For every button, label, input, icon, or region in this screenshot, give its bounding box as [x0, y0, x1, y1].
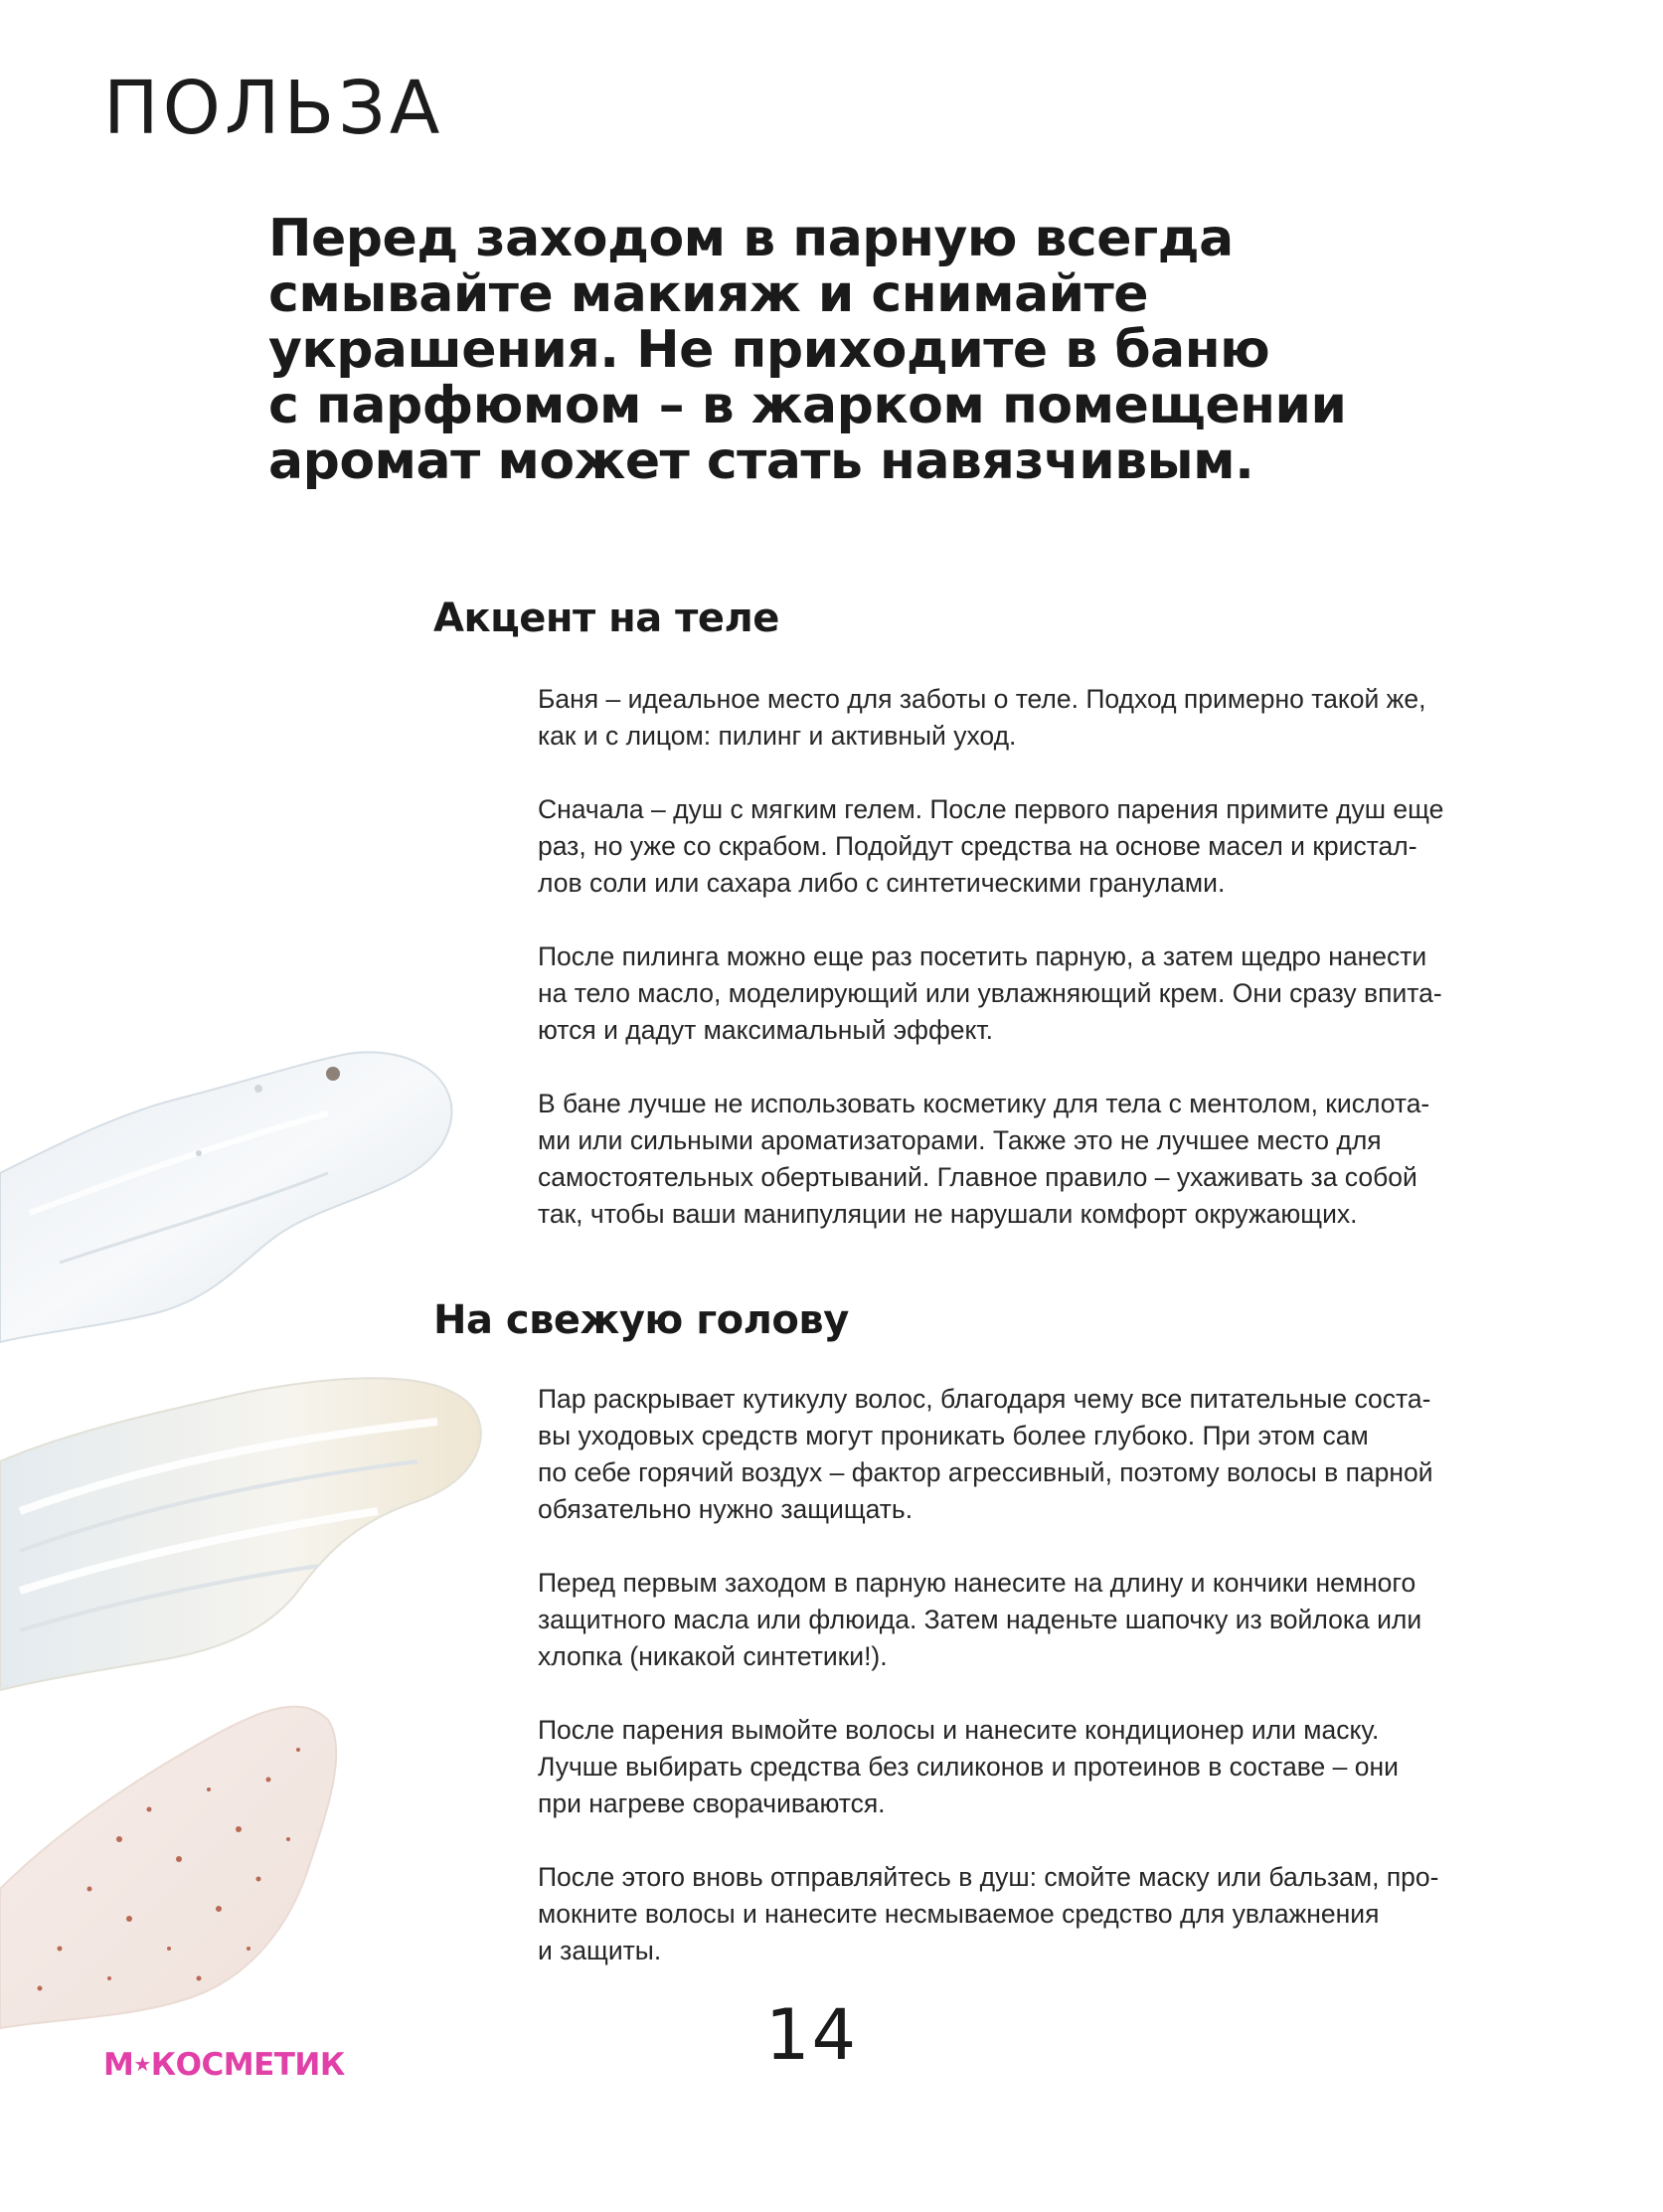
text-line: ются и дадут максимальный эффект.: [538, 1015, 993, 1045]
text-line: раз, но уже со скрабом. Подойдут средства на основе масел и кристал-: [538, 831, 1417, 861]
paragraph: [538, 1381, 1631, 1528]
paragraph: [538, 681, 1631, 755]
paragraph: [538, 1086, 1631, 1233]
lead-line: украшения. Не приходите в баню: [268, 320, 1270, 380]
paragraph: [538, 1565, 1631, 1675]
text-line: После этого вновь отправляйтесь в душ: смойте маску или бальзам, про-: [538, 1862, 1439, 1892]
section-body: [538, 1381, 1631, 1969]
brand-logo: [103, 2048, 392, 2078]
lead-line: Перед заходом в парную всегда: [268, 209, 1234, 268]
text-line: по себе горячий воздух – фактор агрессивный, поэтому волосы в парной: [538, 1457, 1433, 1487]
svg-text:М★КОСМЕТИК: М★КОСМЕТИК: [103, 2048, 345, 2078]
text-line: и защиты.: [538, 1936, 662, 1965]
text-line: Пар раскрывает кутикулу волос, благодаря чему все питательные соста-: [538, 1384, 1431, 1414]
text-line: В бане лучше не использовать косметику для тела с ментолом, кислота-: [538, 1089, 1430, 1118]
paragraph: [538, 1859, 1631, 1969]
text-line: самостоятельных обертываний. Главное правило – ухаживать за собой: [538, 1162, 1417, 1192]
text-line: так, чтобы ваши манипуляции не нарушали комфорт окружающих.: [538, 1199, 1358, 1229]
text-line: лов соли или сахара либо с синтетическими гранулами.: [538, 868, 1226, 898]
page-number: 14: [765, 1994, 859, 2076]
text-line: После пилинга можно еще раз посетить парную, а затем щедро нанести: [538, 941, 1427, 971]
section-heading: На свежую голову: [433, 1297, 849, 1343]
text-line: при нагреве сворачиваются.: [538, 1788, 886, 1818]
text-line: ми или сильными ароматизаторами. Также это не лучшее место для: [538, 1125, 1382, 1155]
text-line: как и с лицом: пилинг и активный уход.: [538, 721, 1017, 751]
section-body: [538, 681, 1631, 1233]
text-line: обязательно нужно защищать.: [538, 1494, 914, 1524]
lead-line: аромат может стать навязчивым.: [268, 431, 1254, 491]
text-line: Перед первым заходом в парную нанесите на длину и кончики немного: [538, 1568, 1416, 1598]
text-line: вы уходовых средств могут проникать более глубоко. При этом сам: [538, 1421, 1369, 1450]
section-label: ПОЛЬЗА: [103, 66, 444, 151]
paragraph: [538, 938, 1631, 1049]
lead-line: с парфюмом – в жарком помещении: [268, 376, 1347, 435]
text-line: После парения вымойте волосы и нанесите кондиционер или маску.: [538, 1715, 1380, 1745]
paragraph: [538, 791, 1631, 902]
text-line: Сначала – душ с мягким гелем. После первого парения примите душ еще: [538, 794, 1444, 824]
text-line: защитного масла или флюида. Затем наденьте шапочку из войлока или: [538, 1605, 1422, 1634]
text-line: Лучше выбирать средства без силиконов и протеинов в составе – они: [538, 1752, 1399, 1782]
text-line: мокните волосы и нанесите несмываемое средство для увлажнения: [538, 1899, 1380, 1929]
text-line: на тело масло, моделирующий или увлажняющий крем. Они сразу впита-: [538, 978, 1442, 1008]
paragraph: [538, 1712, 1631, 1822]
text-line: хлопка (никакой синтетики!).: [538, 1641, 888, 1671]
lead-paragraph: [268, 211, 1561, 489]
cosmetic-texture-smears-image: [0, 994, 517, 2108]
lead-line: смывайте макияж и снимайте: [268, 264, 1149, 324]
section-heading: Акцент на теле: [433, 596, 779, 641]
text-line: Баня – идеальное место для заботы о теле. Подход примерно такой же,: [538, 684, 1426, 714]
